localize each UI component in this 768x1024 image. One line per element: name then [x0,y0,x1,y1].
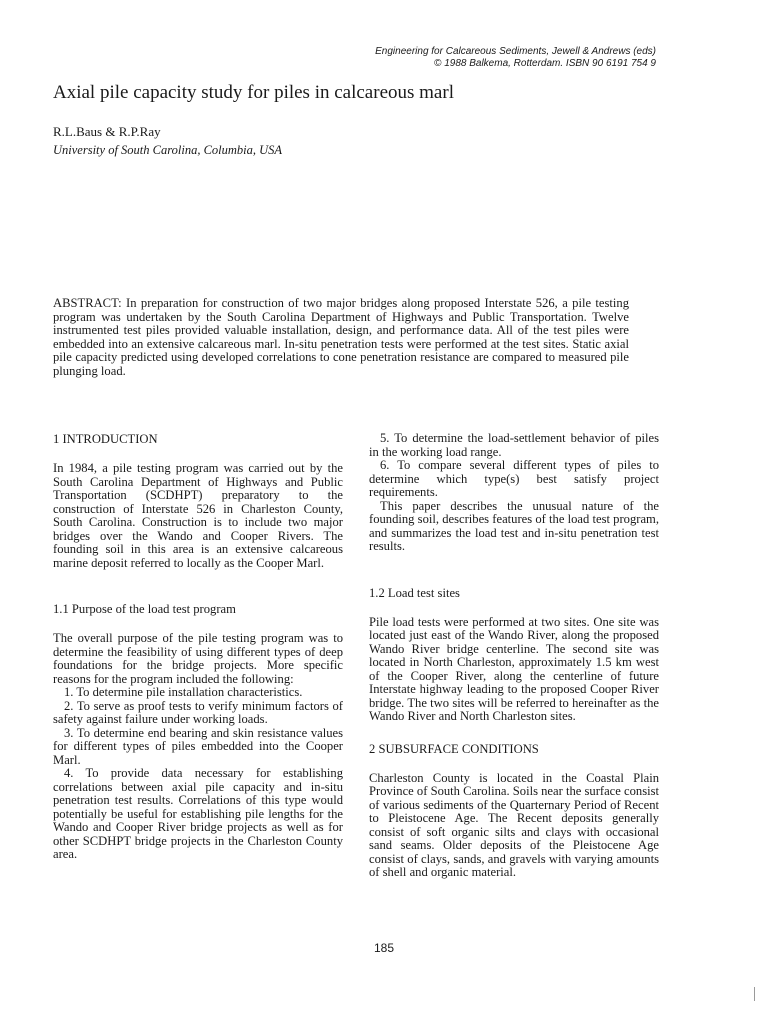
list-item: 3. To determine end bearing and skin resistance values for different types of piles embedded into the Cooper Marl. [53,725,343,767]
section-heading-introduction: 1 INTRODUCTION [53,432,158,446]
page-number: 185 [373,941,395,955]
list-item: 1. To determine pile installation characteristics. [64,685,303,699]
scan-margin-mark [754,987,755,1001]
introduction-paragraph: In 1984, a pile testing program was carried out by the South Carolina Department of Highways and Public Transportation (SCDHPT) preparatory to the construction of Interstate 526 in Charleston County, South Carolina. Construction is to include two major bridges over the Wando and Cooper Rivers. The founding soil in this area is an extensive calcareous marine deposit referred to locally as the Cooper Marl. [53,461,343,570]
list-item: 5. To determine the load-settlement behavior of piles in the working load range. [369,431,659,459]
section-heading-purpose: 1.1 Purpose of the load test program [53,602,236,616]
list-item: 6. To compare several different types of piles to determine which type(s) best satisfy project requirements. [369,458,659,499]
list-item: 2. To serve as proof tests to verify minimum factors of safety against failure under working loads. [53,698,343,726]
summary-paragraph: This paper describes the unusual nature of the founding soil, describes features of the load test program, and summarizes the load test and in-situ penetration test results. [369,498,659,553]
left-column [53,432,343,862]
list-item: 4. To provide data necessary for establishing correlations between axial pile capacity and in-situ penetration test results. Correlations of this type would potentially be useful for establishing pile lengths for the Wando and Cooper River bridge projects as well as for other SCDHPT bridge projects in the Charleston County area. [53,766,343,861]
section-heading-load-test-sites: 1.2 Load test sites [369,585,460,600]
section-heading-subsurface-conditions: 2 SUBSURFACE CONDITIONS [369,741,539,756]
subsurface-paragraph: Charleston County is located in the Coastal Plain Province of South Carolina. Soils near the surface consist of various sediments of the Quarternary Period of Recent to Pleistocene Age. The Recent deposits generally consist of soft organic silts and clays with occasional sand seams. Older deposits of the Pleistocene Age consist of clays, sands, and gravels with varying amounts of shell and organic material. [369,770,659,879]
publication-copyright: © 1988 Balkema, Rotterdam. ISBN 90 6191 754 9 [434,58,656,69]
paper-title: Axial pile capacity study for piles in calcareous marl [53,82,454,103]
author-affiliation: University of South Carolina, Columbia, USA [53,143,283,157]
publication-source: Engineering for Calcareous Sediments, Jewell & Andrews (eds) [375,46,656,57]
author-list: R.L.Baus & R.P.Ray [53,124,161,139]
publication-header [375,46,656,70]
purpose-paragraph: The overall purpose of the pile testing program was to determine the feasibility of using different types of deep foundations for the bridge projects. More specific reasons for the program included the following: [53,631,343,686]
abstract: ABSTRACT: In preparation for construction of two major bridges along proposed Interstate 526, a pile testing program was undertaken by the South Carolina Department of Highways and Public Transportation. Twelve instrumented test piles provided valuable installation, design, and performance data. All of the test piles were embedded into an extensive calcareous marl. In-situ penetration tests were performed at the test sites. Static axial pile capacity predicted using developed correlations to cone penetration resistance are compared to measured pile plunging load. [53,296,629,378]
load-test-sites-paragraph: Pile load tests were performed at two sites. One site was located just east of the Wando River, along the proposed Wando River bridge centerline. The second site was located in North Charleston, approximately 1.5 km west of the Cooper River, along the centerline of future Interstate highway leading to the proposed Cooper River bridge. The two sites will be referred to hereinafter as the Wando River and North Charleston sites. [369,614,659,723]
right-column [369,432,659,880]
